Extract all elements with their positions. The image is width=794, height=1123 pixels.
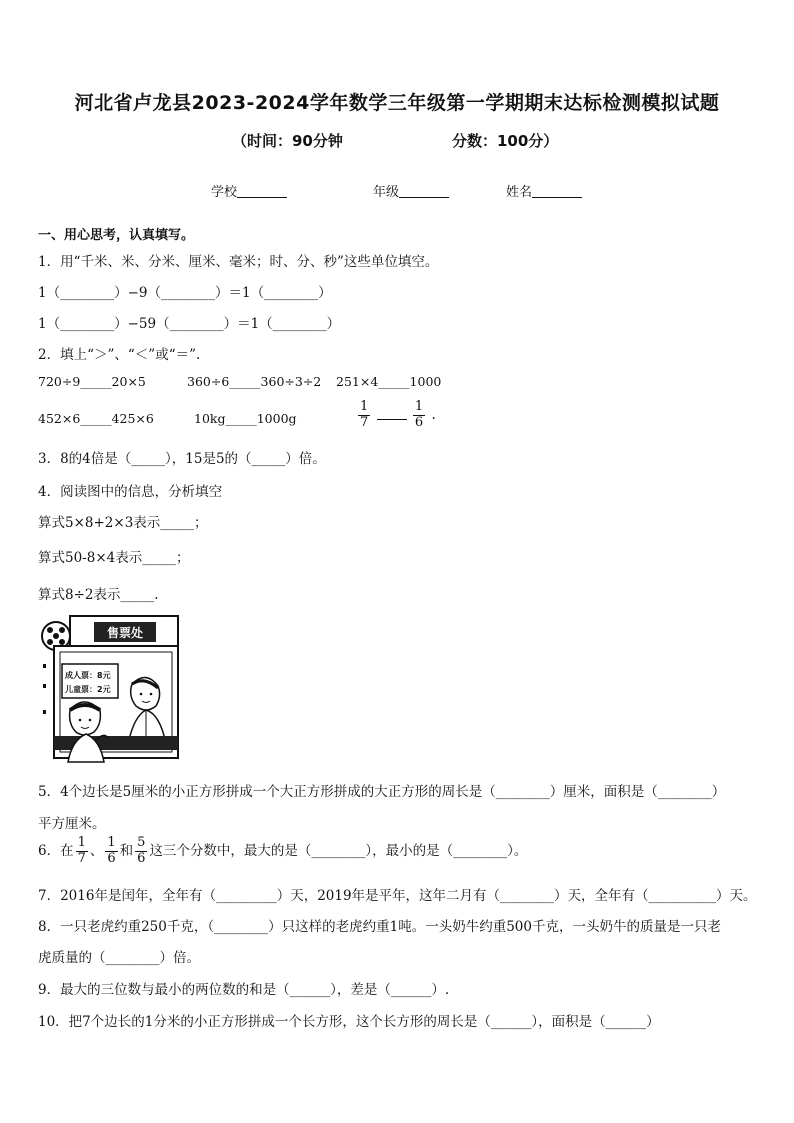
q1-stem: 1．用“千米、米、分米、厘米、毫米；时、分、秒”这些单位填空。 [38, 254, 439, 270]
school-label: 学校 [211, 185, 238, 200]
exam-score: 分数：100分） [452, 132, 559, 150]
name-label: 姓名 [506, 185, 533, 200]
q1-row2: 1（________）−59（________）＝1（________） [38, 316, 341, 332]
fraction-1-7: $\frac{1}{7}$ [77, 835, 86, 866]
school-field [211, 181, 287, 200]
q7-text: 7．2016年是闰年，全年有（_________）天，2019年是平年，这年二月有（________）天，全年有（__________）天。 [38, 888, 757, 904]
q8-line1: 8．一只老虎约重250千克，（________）只这样的老虎约重1吨。一头奶牛约重500千克，一头奶牛的质量是一只老 [38, 919, 721, 935]
grade-blank[interactable] [399, 185, 449, 198]
q5-line1: 5．4个边长是5厘米的小正方形拼成一个大正方形拼成的大正方形的周长是（________）厘米，面积是（________） [38, 784, 726, 800]
q2-r2c2: 10kg_____1000g [194, 411, 297, 426]
fraction-1-6: $\frac{1}{6}$ [107, 835, 116, 866]
q2-r2c1: 452×6_____425×6 [38, 411, 154, 426]
q10-text: 10．把7个边长的1分米的小正方形拼成一个长方形，这个长方形的周长是（______），面积是（______） [38, 1014, 660, 1030]
name-blank[interactable] [532, 185, 582, 198]
q2-fraction-compare: $\frac{1}{7}$ $\frac{1}{6}$ . [360, 399, 436, 430]
fraction-1-6: $\frac{1}{6}$ [414, 399, 424, 430]
q4-stem: 4．阅读图中的信息，分析填空 [38, 484, 223, 500]
q9-text: 9．最大的三位数与最小的两位数的和是（______），差是（______）. [38, 982, 450, 998]
fraction-1-7: $\frac{1}{7}$ [360, 399, 369, 430]
ticket-office-illustration [40, 612, 182, 764]
q2-r1c2: 360÷6_____360÷3÷2 [187, 374, 322, 389]
sign-text: 售票处 [106, 626, 144, 640]
page-title: 河北省卢龙县2023-2024学年数学三年级第一学期期末达标检测模拟试题 [74, 92, 720, 114]
name-field [506, 181, 582, 200]
grade-field [373, 181, 449, 200]
child-price: 儿童票：2元 [65, 685, 111, 694]
ticket-office-drawing [40, 612, 182, 764]
section-title: 一、用心思考，认真填写。 [38, 228, 195, 243]
exam-time: （时间：90分钟 [232, 132, 343, 150]
q8-line2: 虎质量的（________）倍。 [38, 950, 200, 966]
q4-line3: 算式8÷2表示_____. [38, 587, 159, 603]
q2-r1c1: 720÷9_____20×5 [38, 374, 146, 389]
q4-line2: 算式50-8×4表示_____； [38, 550, 190, 566]
adult-price: 成人票：8元 [65, 671, 111, 680]
compare-blank[interactable] [377, 407, 407, 420]
q5-line2: 平方厘米。 [38, 816, 106, 832]
q2-stem: 2．填上“＞”、“＜”或“＝”. [38, 347, 201, 363]
q4-line1: 算式5×8+2×3表示_____； [38, 515, 208, 531]
q2-r1c3: 251×4_____1000 [336, 374, 442, 389]
grade-label: 年级 [373, 185, 400, 200]
q6-line: 6．在 $\frac{1}{7}$ 、 $\frac{1}{6}$ 和 $\frac{5}{6}$ 这三个分数中，最大的是（________），最小的是（________）。 [38, 835, 528, 866]
q3-text: 3．8的4倍是（_____），15是5的（_____）倍。 [38, 451, 326, 467]
fraction-5-6: $\frac{5}{6}$ [137, 835, 146, 866]
q1-row1: 1（________）−9（________）＝1（________） [38, 285, 332, 301]
school-blank[interactable] [237, 185, 287, 198]
